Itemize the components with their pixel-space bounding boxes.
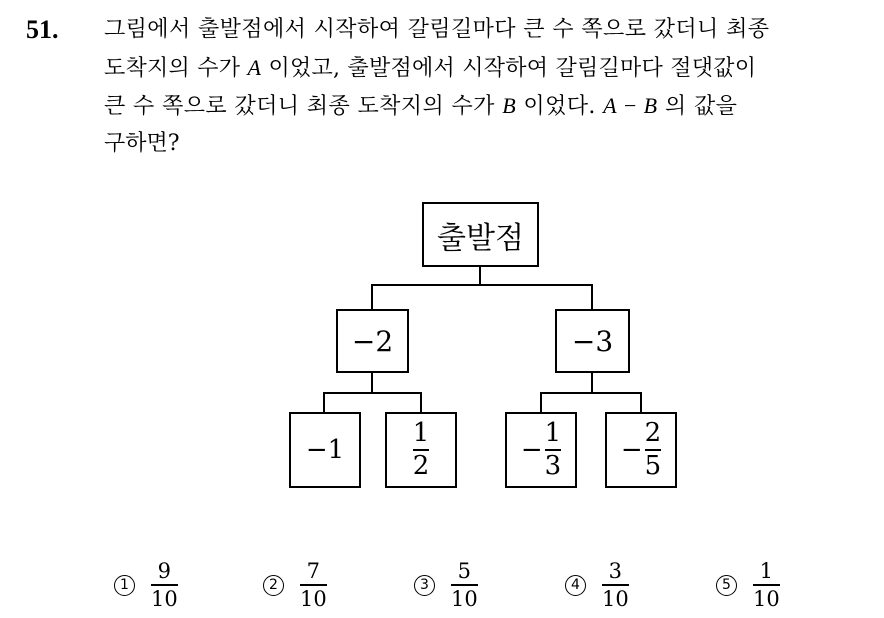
tree-connector (371, 284, 373, 310)
choice-2-denominator: 10 (300, 587, 327, 612)
leaf-4-numerator: 2 (644, 417, 662, 448)
leaf-2-fraction (412, 417, 430, 481)
choice-5-fraction (753, 560, 780, 610)
line-3-text-a: 큰 수 쪽으로 갔더니 최종 도착지의 수가 (104, 94, 503, 119)
leaf-3-numerator: 1 (544, 417, 562, 448)
tree-connector (323, 392, 325, 413)
tree-connector (540, 392, 542, 413)
choice-1-fraction (151, 560, 178, 610)
fraction-bar (753, 584, 780, 586)
choice-1-denominator: 10 (151, 587, 178, 612)
fraction-bar (602, 584, 629, 586)
question-line-4: 구하면? (104, 131, 180, 156)
tree-node-left (336, 309, 409, 373)
tree-connector (591, 284, 593, 310)
node-left-value: −2 (351, 324, 394, 358)
variable-a: A (247, 55, 262, 80)
tree-connector (371, 373, 373, 393)
tree-root-start-box (422, 202, 539, 267)
line-3-text-c: 의 값을 (657, 94, 738, 119)
expression-a-minus-b: A − B (603, 93, 658, 118)
tree-connector (479, 267, 481, 285)
choice-marker-5: 5 (716, 575, 737, 596)
choice-4-numerator: 3 (608, 559, 623, 583)
fraction-bar (451, 584, 478, 586)
leaf-1-value: −1 (305, 435, 345, 465)
tree-connector (420, 392, 422, 413)
leaf-2-denominator: 2 (412, 451, 430, 481)
line-2-text-a: 도착지의 수가 (104, 56, 248, 81)
tree-connector (372, 284, 593, 286)
leaf-3-fraction (544, 417, 562, 481)
choice-marker-1: 1 (114, 575, 135, 596)
question-line-3 (104, 90, 737, 123)
tree-connector (591, 373, 593, 393)
leaf-3-denominator: 3 (544, 451, 562, 481)
choice-2-numerator: 7 (306, 559, 321, 583)
choice-marker-4: 4 (565, 575, 586, 596)
choice-1-numerator: 9 (157, 559, 172, 583)
choice-marker-2: 2 (263, 575, 284, 596)
tree-connector (640, 392, 642, 413)
answer-choice-2[interactable] (263, 560, 327, 610)
answer-choice-3[interactable] (414, 560, 478, 610)
question-line-2 (104, 52, 756, 85)
answer-choice-5[interactable] (716, 560, 780, 610)
answer-choice-4[interactable] (565, 560, 629, 610)
tree-connector (324, 392, 422, 394)
fraction-bar (151, 584, 178, 586)
tree-leaf-2 (385, 412, 457, 488)
leaf-4-denominator: 5 (644, 451, 662, 481)
line-3-text-b: 이었다. (516, 94, 604, 119)
variable-b: B (502, 93, 517, 118)
choice-4-fraction (602, 560, 629, 610)
answer-choice-1[interactable] (114, 560, 178, 610)
tree-leaf-1 (289, 412, 361, 488)
leaf-4-fraction (644, 417, 662, 481)
choice-marker-3: 3 (414, 575, 435, 596)
root-label: 출발점 (437, 220, 524, 256)
choice-5-numerator: 1 (759, 559, 774, 583)
question-number: 51. (26, 15, 59, 44)
tree-leaf-3 (505, 412, 577, 488)
leaf-3-sign: − (520, 435, 543, 465)
choice-3-numerator: 5 (457, 559, 472, 583)
tree-leaf-4 (605, 412, 677, 488)
line-2-text-b: 이었고, 출발점에서 시작하여 갈림길마다 절댓값이 (261, 56, 757, 81)
question-line-1: 그림에서 출발점에서 시작하여 갈림길마다 큰 수 쪽으로 갔더니 최종 (104, 17, 770, 42)
choice-4-denominator: 10 (602, 587, 629, 612)
fraction-bar (300, 584, 327, 586)
tree-connector (541, 392, 642, 394)
choice-3-fraction (451, 560, 478, 610)
tree-node-right (555, 309, 630, 373)
choice-3-denominator: 10 (451, 587, 478, 612)
node-right-value: −3 (571, 324, 614, 358)
leaf-4-sign: − (620, 435, 643, 465)
leaf-2-numerator: 1 (412, 417, 430, 448)
choice-5-denominator: 10 (753, 587, 780, 612)
choice-2-fraction (300, 560, 327, 610)
